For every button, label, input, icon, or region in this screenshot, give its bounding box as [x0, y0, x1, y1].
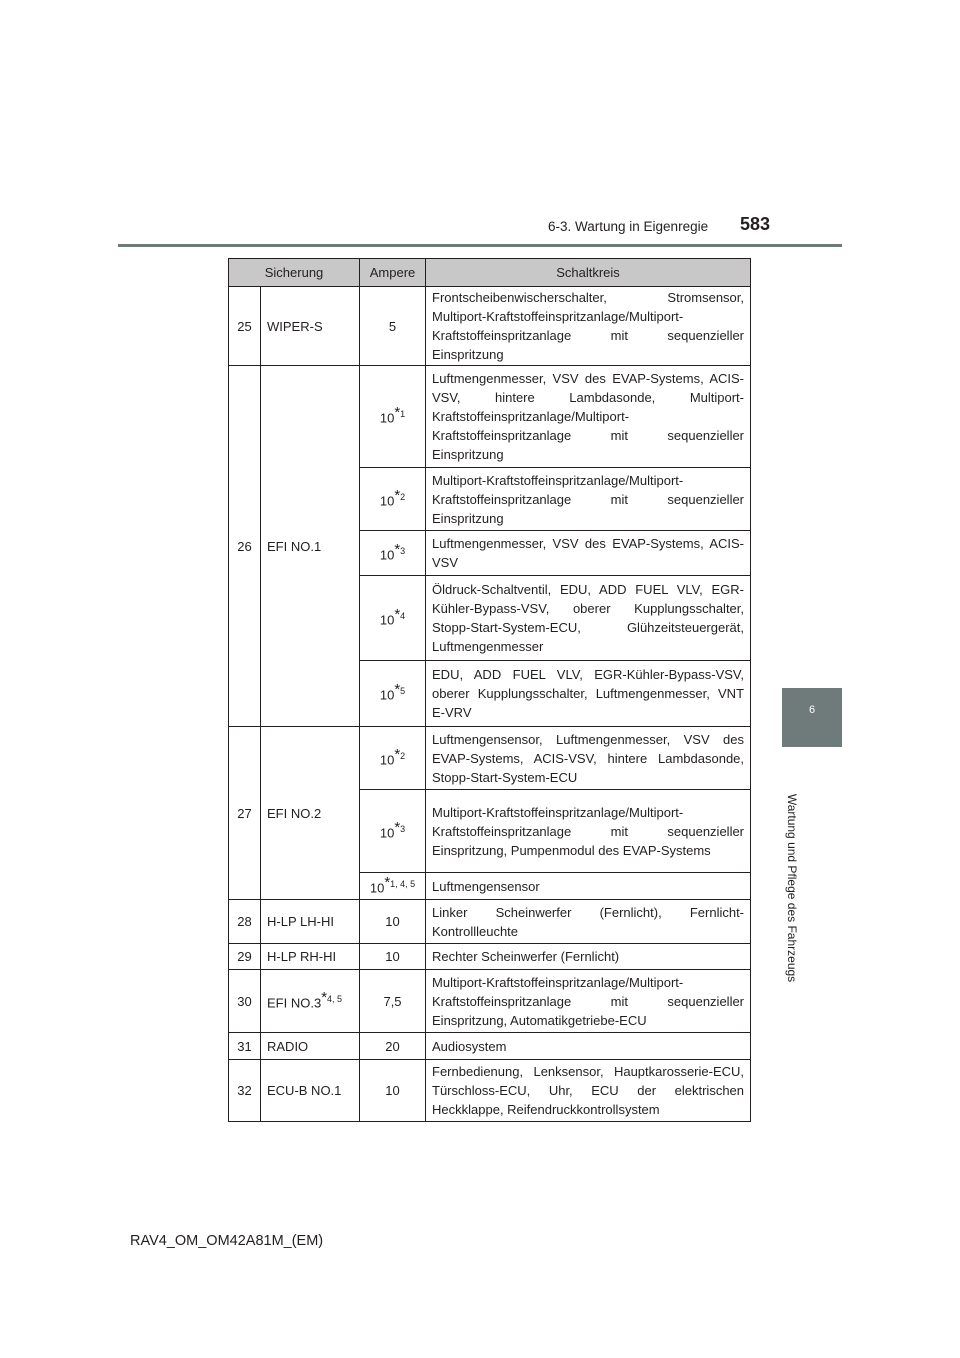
header-circuit: Schaltkreis: [426, 259, 751, 287]
footnote-ref: 1: [400, 409, 406, 420]
fuse-ampere: 10$^{*2}$: [360, 468, 426, 531]
table-row: [229, 287, 751, 366]
fuse-name: WIPER-S: [261, 287, 360, 366]
table-row: [229, 1060, 751, 1122]
document-code: RAV4_OM_OM42A81M_(EM): [130, 1233, 324, 1249]
page-number: 583: [740, 214, 771, 234]
fuse-name: H-LP LH-HI: [261, 900, 360, 944]
chapter-number: 6: [808, 704, 816, 716]
fuse-ampere: 20: [360, 1033, 426, 1060]
fuse-circuit: Multiport-Kraftstoffeinspritzanlage/Multiport-Kraftstoffeinspritzanlage mit sequenzieller Einspritzung: [426, 468, 751, 531]
fuse-circuit: Luftmengensensor: [426, 873, 751, 900]
chapter-tab: [782, 688, 842, 747]
header-fuse: Sicherung: [229, 259, 360, 287]
footnote-star: *: [321, 988, 328, 1006]
fuse-circuit: Öldruck-Schaltventil, EDU, ADD FUEL VLV, EGR-Kühler-Bypass-VSV, oberer Kupplungsschalter, Stopp-Start-System-ECU, Glühzeitsteuergerät, Luftmengenmesser: [426, 576, 751, 661]
chapter-label: Wartung und Pflege des Fahrzeugs: [785, 793, 799, 983]
footnote-ref: 4, 5: [327, 993, 343, 1004]
fuse-ampere: 10$^{*2}$: [360, 727, 426, 790]
fuse-ampere: 7,5: [360, 970, 426, 1033]
fuse-circuit: Audiosystem: [426, 1033, 751, 1060]
fuse-name: RADIO: [261, 1033, 360, 1060]
fuse-name: EFI NO.1: [261, 366, 360, 727]
footnote-star: *: [394, 486, 401, 504]
table-row: [229, 944, 751, 970]
table-header-row: [229, 259, 751, 287]
fuse-name: ECU-B NO.1: [261, 1060, 360, 1122]
table-row: [229, 970, 751, 1033]
fuse-circuit: Linker Scheinwerfer (Fernlicht), Fernlicht-Kontrollleuchte: [426, 900, 751, 944]
header-divider: [118, 244, 842, 247]
fuse-number: 32: [229, 1060, 261, 1122]
fuse-number: 28: [229, 900, 261, 944]
fuse-circuit: EDU, ADD FUEL VLV, EGR-Kühler-Bypass-VSV, oberer Kupplungsschalter, Luftmengenmesser, VNT E-VRV: [426, 661, 751, 727]
fuse-name: EFI NO.2: [261, 727, 360, 900]
footnote-star: *: [394, 681, 401, 699]
fuse-ampere: 10$^{*3}$: [360, 790, 426, 873]
fuse-ampere: 10: [360, 900, 426, 944]
table-row: [229, 727, 751, 790]
footnote-ref: 1, 4, 5: [390, 878, 416, 889]
fuse-number: 25: [229, 287, 261, 366]
footnote-star: *: [394, 745, 401, 763]
fuse-circuit: Fernbedienung, Lenksensor, Hauptkarosserie-ECU, Türschloss-ECU, Uhr, ECU der elektrischen Heckklappe, Reifendruckkontrollsystem: [426, 1060, 751, 1122]
fuse-circuit: Rechter Scheinwerfer (Fernlicht): [426, 944, 751, 970]
fuse-ampere: 10$^{*5}$: [360, 661, 426, 727]
fuse-name: H-LP RH-HI: [261, 944, 360, 970]
fuse-ampere: 10$^{*1}$: [360, 366, 426, 468]
fuse-circuit: Multiport-Kraftstoffeinspritzanlage/Multiport-Kraftstoffeinspritzanlage mit sequenzieller Einspritzung, Pumpenmodul des EVAP-Systems: [426, 790, 751, 873]
footnote-star: *: [394, 404, 401, 422]
footnote-star: *: [384, 873, 391, 891]
fuse-name: EFI NO.3$^{*4, 5}$: [261, 970, 360, 1033]
fuse-number: 26: [229, 366, 261, 727]
fuse-ampere: 10$^{*1, 4, 5}$: [360, 873, 426, 900]
fuse-circuit: Luftmengenmesser, VSV des EVAP-Systems, ACIS-VSV, hintere Lambdasonde, Multiport-Kraftstoffeinspritzanlage/Multiport-Kraftstoffeinspritzanlage mit sequenzieller Einspritzung: [426, 366, 751, 468]
fuse-number: 31: [229, 1033, 261, 1060]
fuse-circuit: Multiport-Kraftstoffeinspritzanlage/Multiport-Kraftstoffeinspritzanlage mit sequenzieller Einspritzung, Automatikgetriebe-ECU: [426, 970, 751, 1033]
fuse-number: 30: [229, 970, 261, 1033]
table-row: [229, 366, 751, 468]
header-ampere: Ampere: [360, 259, 426, 287]
footnote-star: *: [394, 818, 401, 836]
fuse-number: 27: [229, 727, 261, 900]
table-row: [229, 900, 751, 944]
footnote-ref: 2: [400, 750, 406, 761]
section-title: 6-3. Wartung in Eigenregie: [548, 219, 709, 234]
footnote-ref: 3: [400, 545, 406, 556]
fuse-ampere: 10: [360, 944, 426, 970]
fuse-table: [228, 258, 751, 1122]
footnote-ref: 4: [400, 610, 406, 621]
table-row: [229, 1033, 751, 1060]
fuse-circuit: Frontscheibenwischerschalter, Stromsensor, Multiport-Kraftstoffeinspritzanlage/Multiport-Kraftstoffeinspritzanlage mit sequenzieller Einspritzung: [426, 287, 751, 366]
fuse-ampere: 10$^{*3}$: [360, 531, 426, 576]
fuse-ampere: 10$^{*4}$: [360, 576, 426, 661]
fuse-ampere: 10: [360, 1060, 426, 1122]
footnote-ref: 3: [400, 823, 406, 834]
fuse-circuit: Luftmengensensor, Luftmengenmesser, VSV des EVAP-Systems, ACIS-VSV, hintere Lambdasonde, Stopp-Start-System-ECU: [426, 727, 751, 790]
footnote-ref: 5: [400, 686, 406, 697]
footnote-star: *: [394, 540, 401, 558]
footnote-ref: 2: [400, 491, 406, 502]
fuse-circuit: Luftmengenmesser, VSV des EVAP-Systems, ACIS-VSV: [426, 531, 751, 576]
fuse-number: 29: [229, 944, 261, 970]
fuse-ampere: 5: [360, 287, 426, 366]
footnote-star: *: [394, 605, 401, 623]
